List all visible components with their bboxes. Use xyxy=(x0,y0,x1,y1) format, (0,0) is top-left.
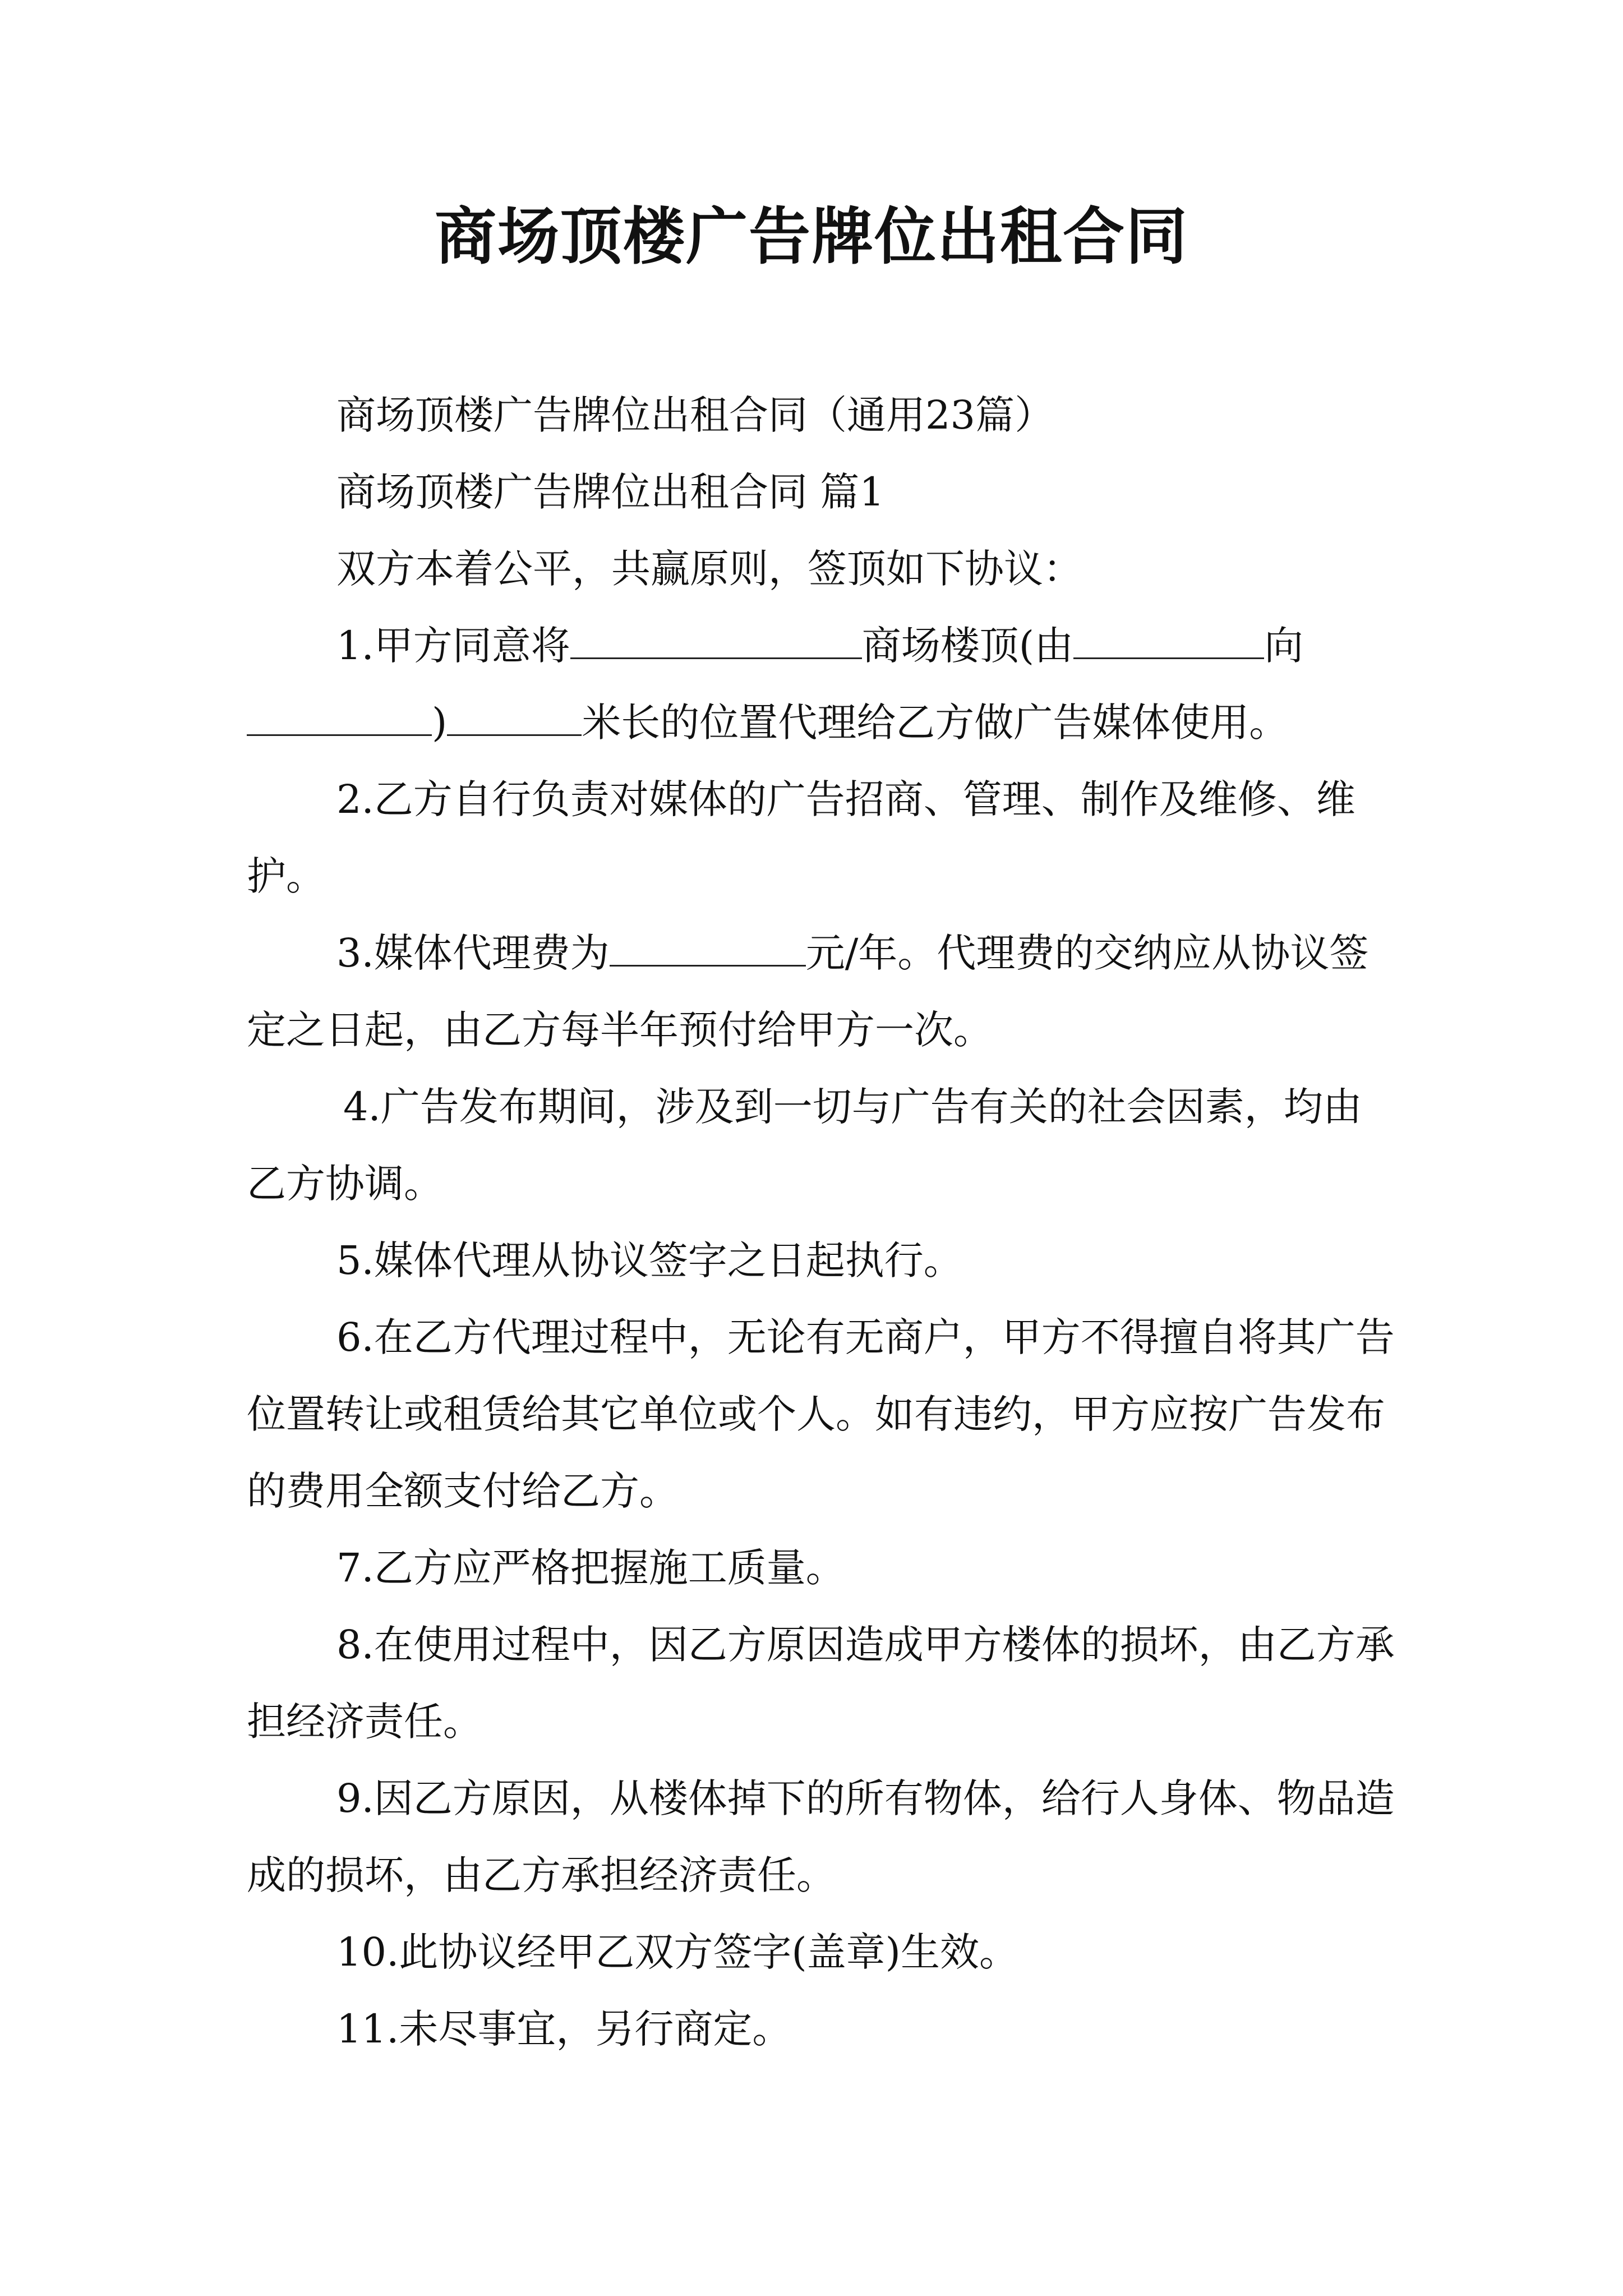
document-body xyxy=(247,377,1396,2068)
clause-9: 9.因乙方原因，从楼体掉下的所有物体，给行人身体、物品造成的损坏，由乙方承担经济责任。 xyxy=(247,1775,1395,1898)
clause-7: 7.乙方应严格把握施工质量。 xyxy=(336,1545,845,1591)
clause-8: 8.在使用过程中，因乙方原因造成甲方楼体的损坏，由乙方承担经济责任。 xyxy=(247,1622,1395,1745)
clause-10: 10.此协议经甲乙双方签字(盖章)生效。 xyxy=(336,1929,1018,1975)
clause-1-text-a: 1.甲方同意将 xyxy=(336,623,570,669)
document-subtitle: 商场顶楼广告牌位出租合同（通用23篇） xyxy=(336,392,1054,438)
clause-2: 2.乙方自行负责对媒体的广告招商、管理、制作及维修、维护。 xyxy=(247,776,1355,899)
blank-length-field xyxy=(447,700,582,736)
clause-1-text-b: 商场楼顶(由 xyxy=(861,623,1074,669)
blank-from-field xyxy=(1073,623,1264,659)
clause-1-text-d: ) xyxy=(432,700,448,746)
document-title: 商场顶楼广告牌位出租合同 xyxy=(435,201,1188,273)
clause-1 xyxy=(247,608,1396,761)
clause-6: 6.在乙方代理过程中，无论有无商户，甲方不得擅自将其广告位置转让或租赁给其它单位或个人。如有违约，甲方应按广告发布的费用全额支付给乙方。 xyxy=(247,1314,1395,1514)
clause-3-text-b: 元/年。代理费的交纳应从协议签定之日起，由乙方每半年预付给甲方一次。 xyxy=(247,930,1369,1053)
clause-1-text-e: 米长的位置代理给乙方做广告媒体使用。 xyxy=(582,700,1289,746)
intro-paragraph: 双方本着公平，共赢原则，签顶如下协议： xyxy=(336,546,1082,592)
clause-1-text-c: 向 xyxy=(1264,623,1304,669)
blank-location-field xyxy=(570,623,862,659)
clause-4: 4.广告发布期间，涉及到一切与广告有关的社会因素，均由乙方协调。 xyxy=(247,1084,1362,1207)
clause-5: 5.媒体代理从协议签字之日起执行。 xyxy=(336,1237,963,1283)
clause-3-text-a: 3.媒体代理费为 xyxy=(336,930,610,976)
blank-fee-field xyxy=(610,930,806,967)
blank-to-field xyxy=(247,700,432,736)
clause-11: 11.未尽事宜，另行商定。 xyxy=(336,2006,792,2052)
clause-3 xyxy=(247,915,1396,1069)
section-heading: 商场顶楼广告牌位出租合同 篇1 xyxy=(336,469,884,515)
